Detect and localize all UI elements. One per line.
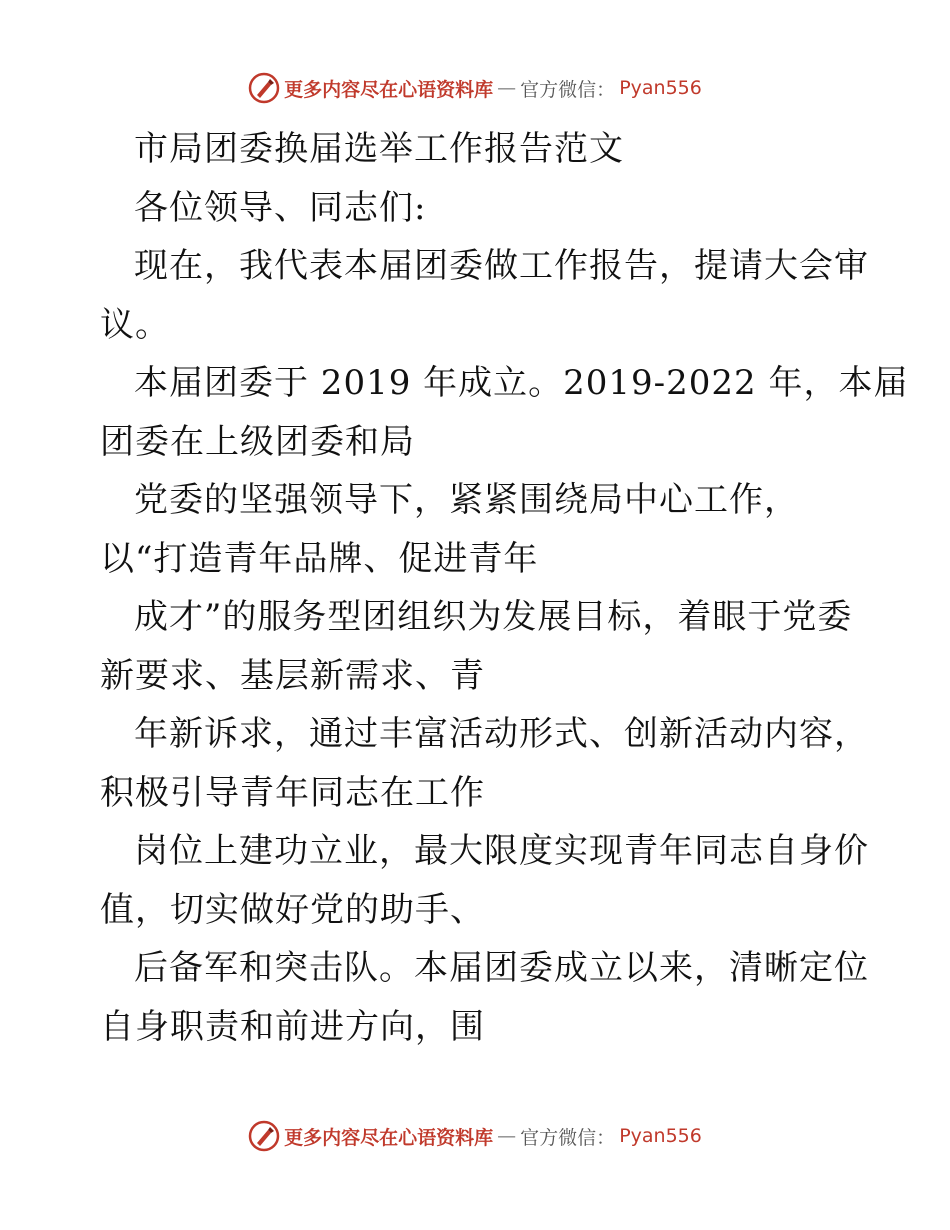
paragraph-line: 以“打造青年品牌、促进青年	[100, 538, 539, 579]
watermark-site-text: 更多内容尽在心语资料库	[284, 1126, 494, 1149]
watermark-header	[0, 72, 950, 104]
paragraph-line: 党委的坚强领导下，紧紧围绕局中心工作，	[134, 480, 799, 520]
paragraph-line: 议。	[100, 304, 170, 345]
pen-logo-icon	[248, 72, 280, 104]
paragraph-line: 值，切实做好党的助手、	[100, 889, 485, 930]
document-body	[100, 120, 909, 1056]
paragraph-line: 岗位上建功立业，最大限度实现青年同志自身价	[134, 831, 869, 871]
paragraph-line: 新要求、基层新需求、青	[100, 655, 485, 696]
paragraph-line: 年新诉求，通过丰富活动形式、创新活动内容，	[134, 714, 869, 754]
watermark-site-text: 更多内容尽在心语资料库	[284, 78, 494, 101]
paragraph-line: 积极引导青年同志在工作	[100, 772, 485, 813]
watermark-contact-label: 官方微信：	[520, 1126, 616, 1149]
watermark-dash: —	[497, 1125, 517, 1147]
salutation: 各位领导、同志们:	[134, 187, 427, 228]
paragraph-line: 后备军和突击队。本届团委成立以来，清晰定位	[134, 948, 869, 988]
watermark-wechat-handle: Pyan556	[619, 77, 702, 99]
paragraph-line: 成才”的服务型团组织为发展目标，着眼于党委	[134, 597, 853, 637]
watermark-dash: —	[497, 77, 517, 99]
paragraph-line: 本届团委于 2019 年成立。2019-2022 年，本届	[134, 363, 909, 403]
watermark-footer	[0, 1120, 950, 1152]
pen-logo-icon	[248, 1120, 280, 1152]
watermark-wechat-handle: Pyan556	[619, 1125, 702, 1147]
paragraph-line: 现在，我代表本届团委做工作报告，提请大会审	[134, 246, 869, 286]
document-title: 市局团委换届选举工作报告范文	[134, 129, 624, 169]
paragraph-line: 团委在上级团委和局	[100, 421, 415, 462]
paragraph-line: 自身职责和前进方向，围	[100, 1006, 485, 1047]
watermark-contact-label: 官方微信：	[520, 78, 616, 101]
